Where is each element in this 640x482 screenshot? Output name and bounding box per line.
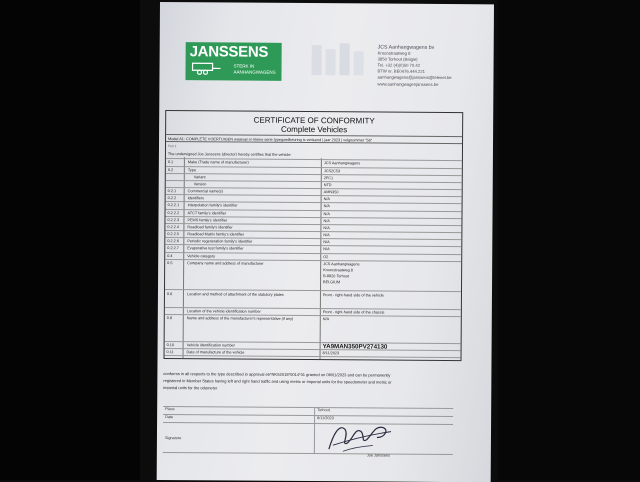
- row-code: 0.2.1: [168, 189, 176, 193]
- row-code: 0.2.2.3: [167, 218, 179, 222]
- row-value: N/A: [323, 219, 329, 223]
- company-logo: [185, 42, 281, 81]
- row-code: 0.2.2.5: [167, 232, 179, 236]
- row-code: 0.5: [167, 261, 172, 265]
- row-label: Date of manufacture of the vehicle: [187, 350, 245, 354]
- row-value: AMN350: [324, 190, 339, 194]
- row-label: Evaporative test family's identifier: [187, 246, 243, 250]
- row-label: Periodic regeneration family's identifier: [187, 239, 252, 243]
- part-indicator: Part 1: [168, 144, 177, 148]
- row-divider: [166, 180, 462, 183]
- row-value: N/A: [323, 233, 329, 237]
- company-website: www.aanhangwagenjanssens.be: [377, 81, 451, 88]
- row-value: N/A: [324, 212, 330, 216]
- conformity-line: imperial units for the odometer: [163, 384, 463, 393]
- row-code: 0.2.2.4: [167, 225, 179, 229]
- row-code: 0.2.2: [168, 196, 176, 200]
- row-value: NTD: [324, 183, 332, 187]
- certificate-rows: [166, 111, 462, 113]
- conformity-line: registered in Member States having left and right hand traffic and using metric or imperial units for the speedometer and metric or: [163, 377, 463, 386]
- certificate-table: [164, 110, 464, 361]
- row-label: Location and method of attachment of the statutory plates: [187, 292, 284, 297]
- company-street: Kroonstraatweg 8: [378, 51, 452, 58]
- row-code: 0.2.2.7: [167, 246, 179, 250]
- row-code: 0.1: [168, 160, 173, 164]
- row-code: 0.8: [167, 316, 172, 320]
- certificate-title: CERTIFICATE OF CONFORMITY: [166, 115, 462, 126]
- dark-background-left: [0, 0, 140, 480]
- model-line: Model A1: COMPLETE VOERTUIGEN waarvan in kleine serie typegoedkeuring is verleend | jaar 2023 | volgnummer "56": [166, 134, 462, 144]
- row-code: 0.2.2.1: [168, 203, 180, 207]
- row-label: Identifiers: [188, 196, 204, 200]
- row-value: O2: [323, 255, 328, 259]
- row-label: Version: [194, 182, 207, 186]
- row-value: N/A: [323, 240, 329, 244]
- row-label: Type: [188, 168, 196, 172]
- company-address-block: [377, 45, 451, 88]
- row-label: ATCT family's identifier: [188, 211, 227, 215]
- certificate-document: [157, 2, 494, 482]
- row-value: N/A: [323, 226, 329, 230]
- row-divider: [166, 173, 462, 176]
- signer-name: Joe Janssens: [367, 453, 390, 457]
- row-value-line: JCS Aanhangwagens: [323, 262, 359, 266]
- conformity-statement: [163, 370, 463, 393]
- company-email: aanhangwagens@janssens@telenet.be: [377, 75, 451, 82]
- row-label: Make (Trade name of manufacturer): [188, 160, 249, 164]
- row-value: N/A: [323, 317, 329, 321]
- row-divider: [165, 355, 461, 358]
- handwritten-signature: [325, 415, 395, 455]
- signature-divider: [163, 422, 453, 425]
- row-value-line: B-8820 Torhout: [323, 274, 349, 278]
- row-value: JCS Aanhangwagens: [324, 161, 360, 165]
- row-code: 0.2: [168, 168, 173, 172]
- place-divider: [163, 406, 453, 409]
- company-vat: BTW nr. BE0476.444.221: [377, 69, 451, 76]
- row-label: Vehicle category: [187, 254, 215, 258]
- row-value: Front - right-hand side of the chassis: [323, 310, 385, 314]
- company-tel: Tel. +32 (4)(0)50 70.42: [378, 63, 452, 70]
- vin-value: YA9MAN350PV274130: [323, 343, 388, 350]
- signature-column-divider: [314, 407, 315, 453]
- row-code: 0.4: [167, 254, 172, 258]
- date-value: 8/11/2023: [317, 416, 334, 420]
- row-label: Roadload family's identifier: [187, 225, 232, 229]
- row-label: Roadload Matrix family's identifier: [187, 232, 244, 236]
- conformity-line: conforms in all respects to the type described in approval e6*NKS2018*0014*01 granted on 09/01/2023 and can be permanently: [163, 370, 463, 379]
- row-divider: [166, 194, 462, 197]
- watermark-graphic: [309, 41, 367, 81]
- logo-brand-name: JANSSENS: [190, 43, 269, 61]
- row-code: 0.6: [167, 292, 172, 296]
- trailer-icon: [191, 61, 221, 75]
- row-label: Variant: [194, 175, 206, 179]
- place-value: Torhout: [317, 408, 330, 412]
- company-city: 3850 Torhout (Belgie): [378, 57, 452, 64]
- row-value: 8/11/2023: [323, 351, 340, 355]
- date-divider: [163, 414, 453, 417]
- row-label: PEMS family's identifier: [187, 218, 227, 222]
- row-label: Name and address of the manufacturer's representative (if any): [187, 316, 293, 321]
- row-code: 0.2.2.6: [167, 239, 179, 243]
- date-label: Date: [165, 415, 173, 419]
- row-label: Interpolation family's identifier: [188, 203, 238, 207]
- row-label: Commercial name(s): [188, 189, 223, 193]
- row-value: N/A: [324, 204, 330, 208]
- row-value: N/A: [324, 197, 330, 201]
- row-value-line: Kroonstraatweg 8: [323, 268, 353, 272]
- row-code: 0.10: [167, 343, 174, 347]
- row-label: Company name and address of manufacturer: [187, 261, 263, 266]
- row-divider: [166, 166, 462, 169]
- row-code: 0.11: [167, 350, 174, 354]
- intro-statement: The undersigned Joe Janssens (director) hereby certifies that the vehicle:: [168, 152, 291, 157]
- row-code: 0.2.2.2: [168, 211, 180, 215]
- signature-bottom-line: [163, 452, 453, 455]
- place-label: Place: [165, 407, 175, 411]
- certificate-subtitle: Complete Vehicles: [166, 124, 462, 135]
- row-value: Front - right-hand side of the vehicle: [323, 293, 384, 297]
- signature-label: Signature: [165, 436, 181, 440]
- row-value: JCS2C53: [324, 169, 340, 173]
- row-value: N/A: [323, 247, 329, 251]
- row-value: 2FC1: [324, 176, 333, 180]
- dark-background-right: [498, 0, 640, 480]
- logo-tagline-2: AANHANGWAGENS: [233, 70, 275, 75]
- company-name: JCS Aanhangwagens bv: [378, 45, 452, 52]
- row-label: Vehicle identification number: [187, 343, 235, 347]
- row-value-line: BELGIUM: [323, 280, 340, 284]
- logo-tagline-1: STERK IN: [234, 64, 255, 69]
- row-label: Location of the vehicle identification number: [187, 309, 261, 314]
